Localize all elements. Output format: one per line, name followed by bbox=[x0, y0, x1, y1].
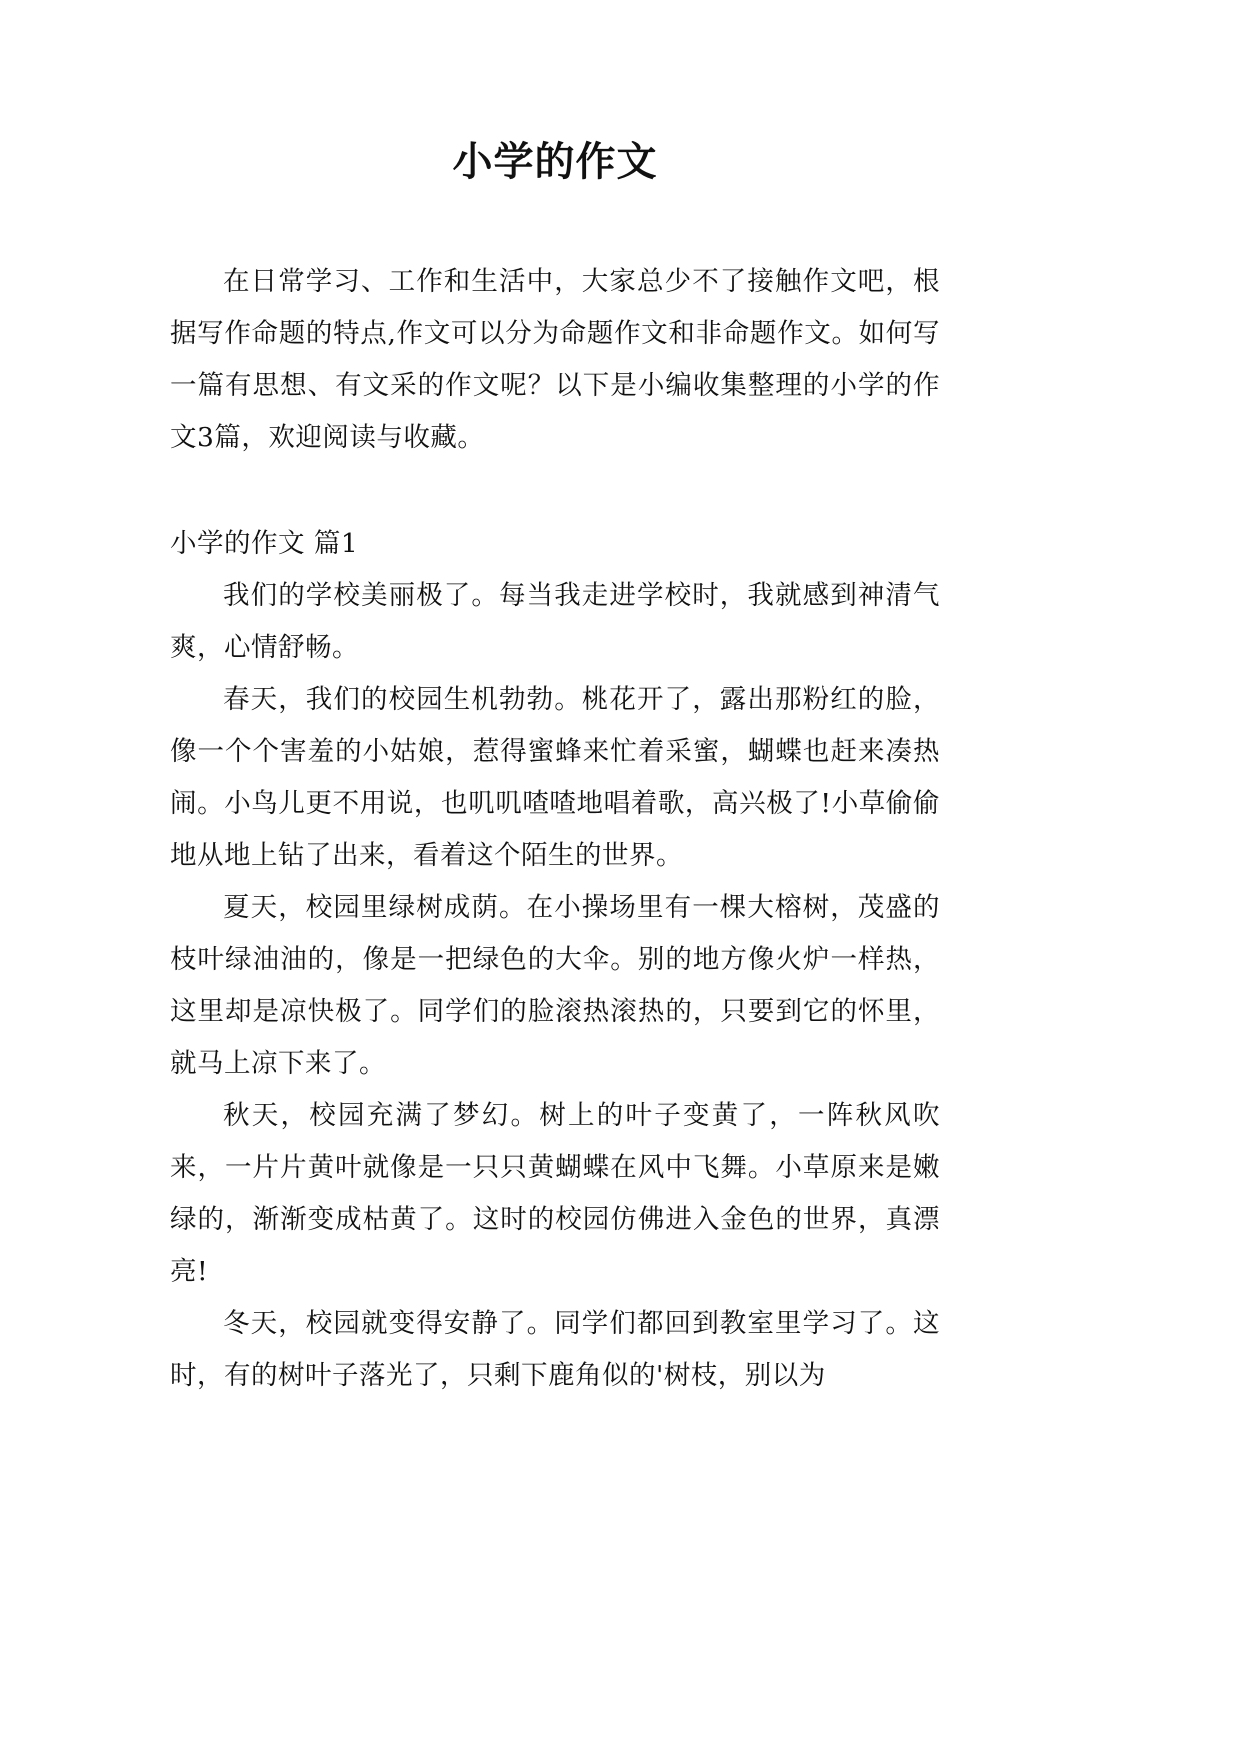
section-heading: 小学的作文 篇1 bbox=[170, 528, 359, 559]
essay-section-1 bbox=[170, 518, 940, 1402]
paragraph-2: 春天，我们的校园生机勃勃。桃花开了，露出那粉红的脸，像一个个害羞的小姑娘，惹得蜜蜂来忙着采蜜，蝴蝶也赶来凑热闹。小鸟儿更不用说，也叽叽喳喳地唱着歌，高兴极了!小草偷偷地从地上钻了出来，看着这个陌生的世界。 bbox=[170, 684, 940, 871]
paragraph-5: 冬天，校园就变得安静了。同学们都回到教室里学习了。这时，有的树叶子落光了，只剩下鹿角似的'树枝，别以为 bbox=[170, 1308, 940, 1391]
intro-paragraph: 在日常学习、工作和生活中，大家总少不了接触作文吧，根据写作命题的特点,作文可以分为命题作文和非命题作文。如何写一篇有思想、有文采的作文呢？以下是小编收集整理的小学的作文3篇，欢迎阅读与收藏。 bbox=[170, 266, 940, 453]
intro-section bbox=[170, 256, 940, 464]
document-title: 小学的作文 bbox=[452, 139, 658, 185]
paragraph-3: 夏天，校园里绿树成荫。在小操场里有一棵大榕树，茂盛的枝叶绿油油的，像是一把绿色的大伞。别的地方像火炉一样热，这里却是凉快极了。同学们的脸滚热滚热的，只要到它的怀里，就马上凉下来了。 bbox=[170, 892, 940, 1079]
paragraph-1: 我们的学校美丽极了。每当我走进学校时，我就感到神清气爽，心情舒畅。 bbox=[170, 580, 940, 663]
paragraph-4: 秋天，校园充满了梦幻。树上的叶子变黄了，一阵秋风吹来，一片片黄叶就像是一只只黄蝴蝶在风中飞舞。小草原来是嫩绿的，渐渐变成枯黄了。这时的校园仿佛进入金色的世界，真漂亮! bbox=[170, 1100, 940, 1287]
